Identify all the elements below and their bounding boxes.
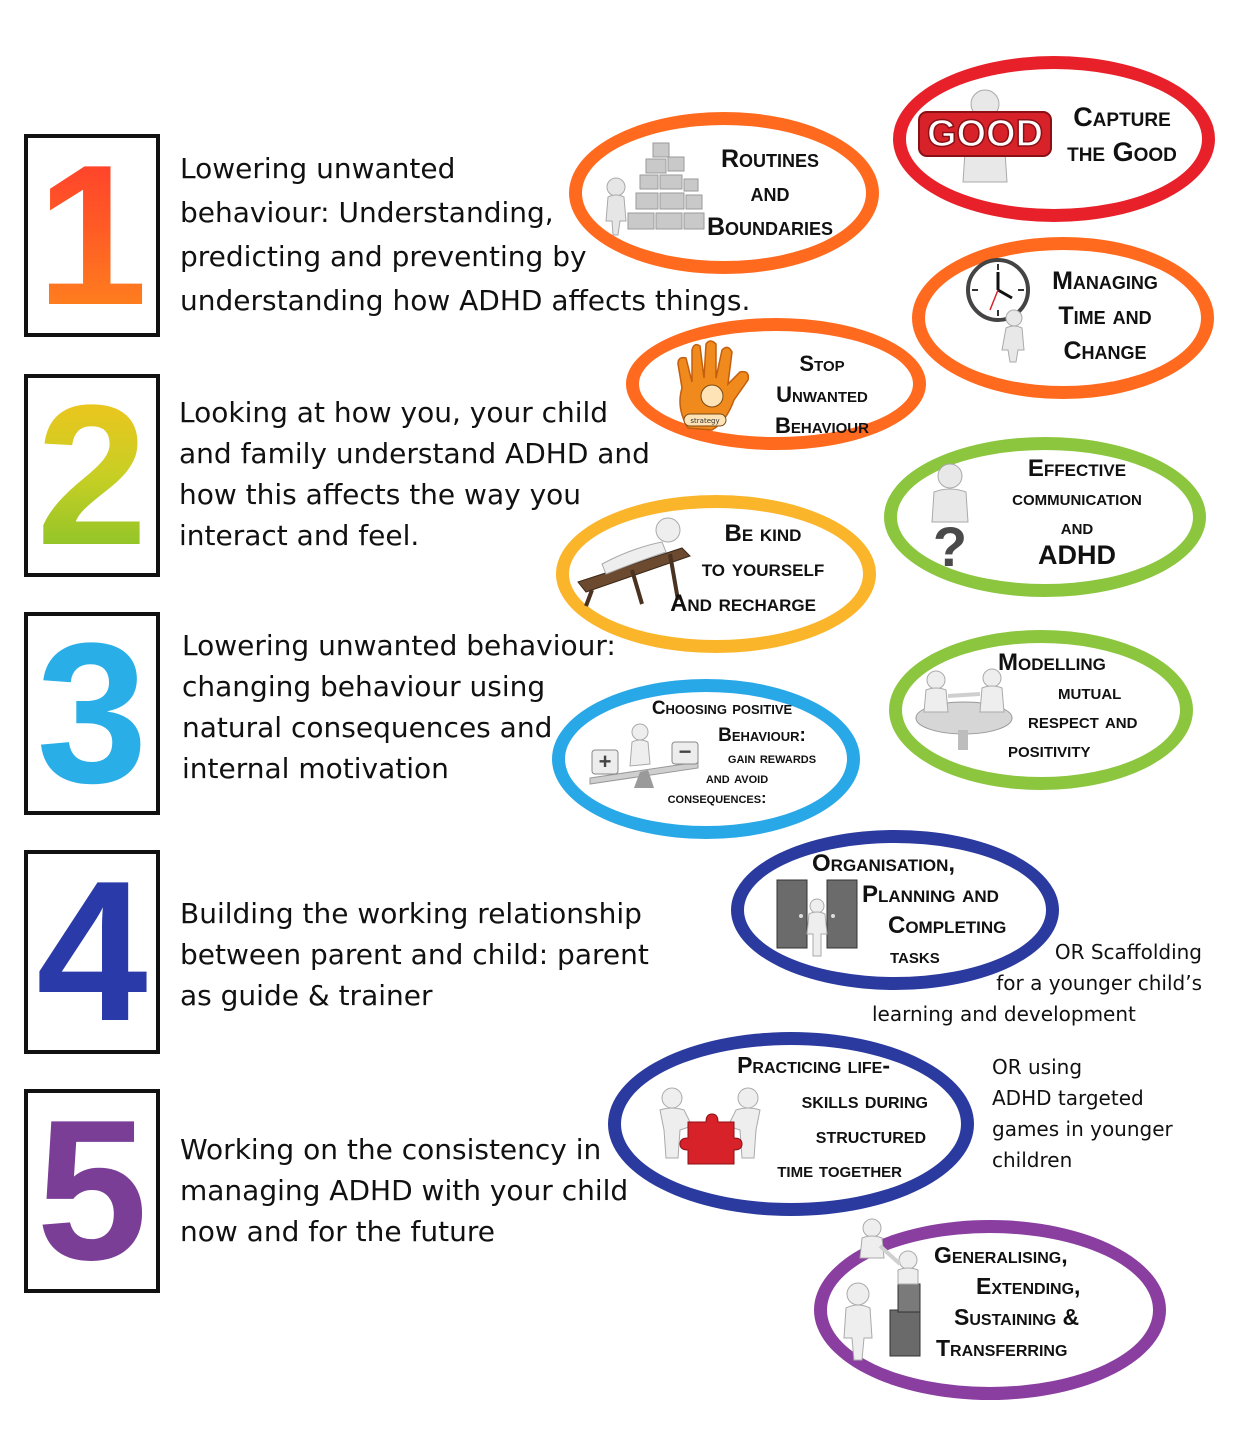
note-line: games in younger bbox=[992, 1117, 1173, 1141]
step-1-number-box bbox=[24, 134, 160, 337]
oval-label-line: Transferring bbox=[936, 1335, 1068, 1361]
step-1-line: Lowering unwanted bbox=[180, 152, 456, 185]
svg-text:+: + bbox=[598, 749, 612, 774]
oval-label-line: Extending, bbox=[976, 1273, 1081, 1299]
step-4-line: as guide & trainer bbox=[180, 979, 433, 1012]
step-2-line: how this affects the way you bbox=[179, 478, 582, 511]
step-3-text bbox=[182, 625, 616, 789]
oval-label-line: Modelling bbox=[998, 649, 1106, 676]
oval-label-line: Choosing positive bbox=[651, 698, 793, 719]
step-3-line: internal motivation bbox=[182, 752, 449, 785]
oval-label-line: Be kind bbox=[724, 520, 802, 547]
step-4-text bbox=[180, 893, 649, 1016]
oval-label-line: structured bbox=[815, 1122, 926, 1148]
step-2-line: and family understand ADHD and bbox=[179, 437, 650, 470]
step-2-number: 2 bbox=[28, 378, 156, 573]
good-sign-figure-icon bbox=[915, 82, 1055, 192]
be-kind-label bbox=[648, 516, 838, 621]
routines-label bbox=[680, 142, 860, 244]
oval-label-line: respect and bbox=[1028, 708, 1138, 733]
oval-label-line: Behaviour bbox=[775, 413, 869, 438]
oval-label-line: tasks bbox=[890, 945, 940, 968]
step-4-line: Building the working relationship bbox=[180, 897, 642, 930]
oval-label-line: and avoid bbox=[705, 770, 769, 787]
step-1-line: predicting and preventing by bbox=[180, 240, 587, 273]
managing-time-label bbox=[1030, 264, 1180, 369]
clock-figure-icon bbox=[962, 256, 1038, 364]
step-2-line: interact and feel. bbox=[179, 519, 420, 552]
oval-label-line: Generalising, bbox=[934, 1242, 1068, 1268]
choosing-behaviour-label bbox=[612, 695, 832, 809]
step-5-number-box bbox=[24, 1089, 160, 1293]
step-4-line: between parent and child: parent bbox=[180, 938, 649, 971]
oval-label-line: Managing bbox=[1052, 267, 1158, 295]
step-5-text bbox=[180, 1129, 628, 1252]
step-5-number: 5 bbox=[28, 1093, 156, 1289]
step-5-line: managing ADHD with your child bbox=[180, 1174, 629, 1207]
strategy-badge-text: strategy bbox=[690, 417, 720, 425]
capture-good-label bbox=[1052, 100, 1192, 170]
oval-label-line: Stop bbox=[799, 351, 845, 376]
oval-label-line: Time and bbox=[1058, 302, 1152, 330]
modelling-label bbox=[998, 648, 1178, 764]
step-3-number-box bbox=[24, 612, 160, 815]
games-note bbox=[992, 1052, 1173, 1176]
note-line: OR Scaffolding bbox=[1054, 940, 1202, 964]
step-1-line: behaviour: Understanding, bbox=[180, 196, 554, 229]
oval-label-line: ADHD bbox=[1038, 540, 1116, 570]
oval-label-line: Planning and bbox=[862, 881, 999, 908]
oval-label-line: and bbox=[1060, 514, 1094, 539]
step-5-line: now and for the future bbox=[180, 1215, 495, 1248]
svg-text:−: − bbox=[678, 739, 692, 764]
scaffolding-note bbox=[872, 937, 1212, 1030]
oval-label-line: And recharge bbox=[670, 590, 816, 617]
svg-text:?: ? bbox=[932, 515, 968, 574]
step-5-line: Working on the consistency in bbox=[180, 1133, 602, 1166]
note-line: children bbox=[992, 1148, 1073, 1172]
oval-label-line: the Good bbox=[1067, 137, 1177, 167]
oval-label-line: positivity bbox=[1008, 737, 1091, 762]
oval-label-line: and bbox=[750, 179, 790, 207]
note-line: ADHD targeted bbox=[992, 1086, 1144, 1110]
oval-label-line: communication bbox=[1012, 485, 1142, 510]
stop-behaviour-label bbox=[752, 348, 892, 441]
oval-label-line: Routines bbox=[720, 145, 820, 173]
oval-label-line: gain rewards bbox=[727, 750, 817, 767]
good-badge-text: GOOD bbox=[926, 113, 1044, 155]
effective-communication-label bbox=[966, 454, 1188, 570]
oval-label-line: Effective bbox=[1027, 455, 1127, 482]
note-line: learning and development bbox=[872, 1002, 1136, 1026]
step-2-number-box bbox=[24, 374, 160, 577]
step-1-number: 1 bbox=[28, 138, 156, 333]
oval-label-line: skills during bbox=[801, 1087, 928, 1113]
note-line: for a younger child’s bbox=[996, 971, 1202, 995]
step-2-line: Looking at how you, your child bbox=[179, 396, 609, 429]
step-3-number: 3 bbox=[28, 616, 156, 811]
oval-label-line: Organisation, bbox=[812, 850, 956, 877]
oval-label-line: Capture bbox=[1073, 102, 1171, 132]
oval-label-line: Behaviour: bbox=[718, 725, 806, 746]
generalising-label bbox=[926, 1240, 1116, 1364]
step-4-number-box bbox=[24, 850, 160, 1054]
step-1-line: understanding how ADHD affects things. bbox=[180, 284, 751, 317]
step-3-line: natural consequences and bbox=[182, 711, 553, 744]
step-3-line: Lowering unwanted behaviour: bbox=[182, 629, 616, 662]
oval-label-line: to yourself bbox=[701, 555, 825, 582]
oval-label-line: Unwanted bbox=[776, 382, 868, 407]
stop-hand-icon bbox=[668, 338, 764, 434]
note-line: OR using bbox=[992, 1055, 1083, 1079]
practicing-label bbox=[690, 1048, 940, 1188]
oval-label-line: Completing bbox=[888, 912, 1007, 939]
oval-label-line: Practicing life- bbox=[737, 1052, 890, 1078]
step-3-line: changing behaviour using bbox=[182, 670, 546, 703]
oval-label-line: Boundaries bbox=[706, 213, 834, 241]
oval-label-line: Change bbox=[1063, 337, 1147, 365]
oval-label-line: Sustaining & bbox=[954, 1304, 1080, 1330]
oval-label-line: consequences: bbox=[667, 790, 767, 807]
oval-label-line: time together bbox=[777, 1159, 902, 1182]
step-4-number: 4 bbox=[28, 854, 156, 1050]
oval-label-line: mutual bbox=[1058, 679, 1122, 704]
